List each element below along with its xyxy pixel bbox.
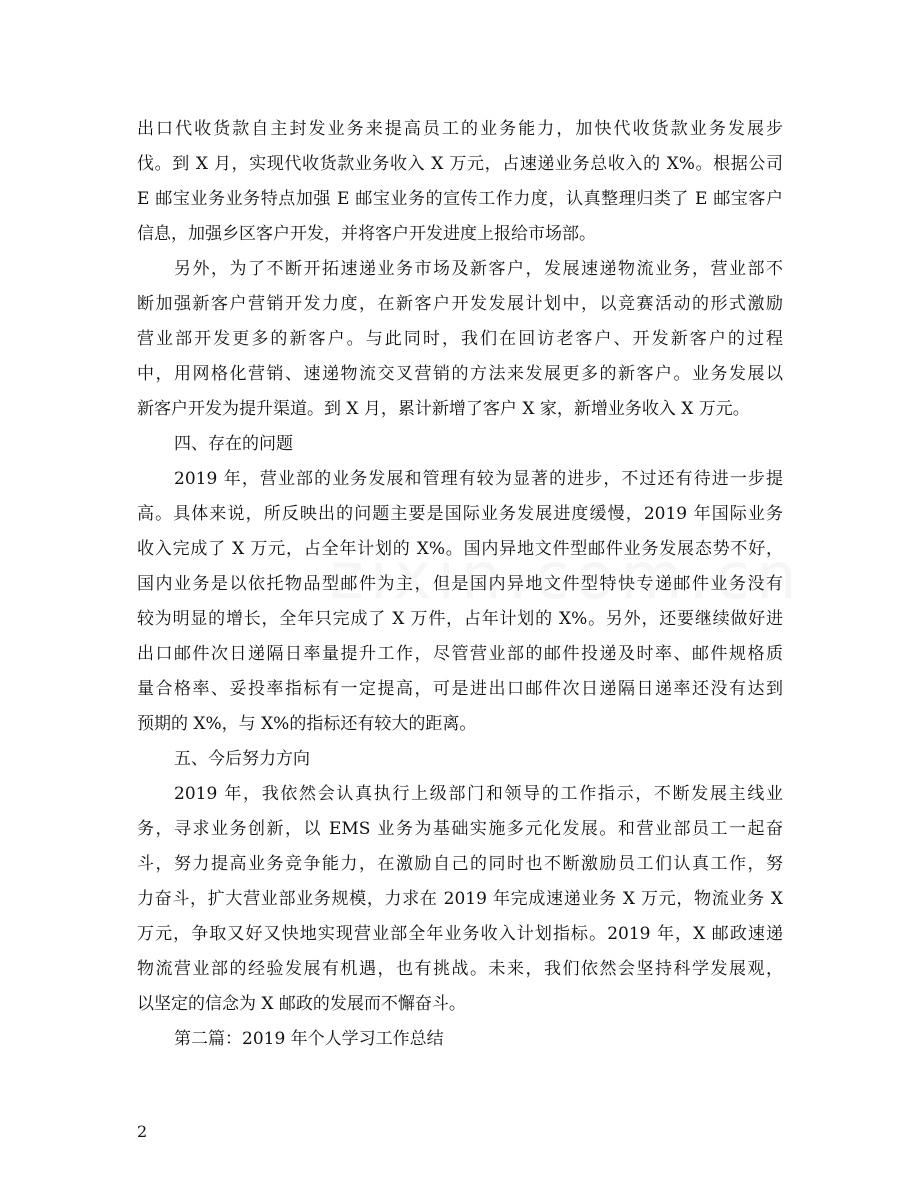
section-heading-second-article xyxy=(137,1022,783,1057)
page-number: 2 xyxy=(137,1122,148,1141)
section-heading-problems xyxy=(137,427,783,462)
paragraph-problems xyxy=(137,462,783,742)
text-line: 务，寻求业务创新，以 EMS 业务为基础实施多元化发展。和营业部员工一起奋 xyxy=(137,819,783,839)
paragraph-future xyxy=(137,777,783,1022)
text-line: 另外，为了不断开拓速递业务市场及新客户，发展速递物流业务，营业部不 xyxy=(174,259,783,279)
text-line: 信息，加强乡区客户开发，并将客户开发进度上报给市场部。 xyxy=(137,224,596,244)
text-line: 断加强新客户营销开发力度，在新客户开发发展计划中，以竞赛活动的形式激励 xyxy=(137,294,783,314)
text-line: 营业部开发更多的新客户。与此同时，我们在回访老客户、开发新客户的过程 xyxy=(137,329,783,349)
text-line: 国内业务是以依托物品型邮件为主，但是国内异地文件型特快专递邮件业务没有 xyxy=(137,574,783,594)
section-heading-future xyxy=(137,742,783,777)
text-line: 2019 年，我依然会认真执行上级部门和领导的工作指示，不断发展主线业 xyxy=(174,784,783,804)
text-line: 2019 年，营业部的业务发展和管理有较为显著的进步，不过还有待进一步提 xyxy=(174,469,783,489)
text-line: 较为明显的增长，全年只完成了 X 万件，占年计划的 X%。另外，还要继续做好进 xyxy=(137,609,783,629)
text-line: 中，用网格化营销、速递物流交叉营销的方法来发展更多的新客户。业务发展以 xyxy=(137,364,783,384)
text-line: 物流营业部的经验发展有机遇，也有挑战。未来，我们依然会坚持科学发展观， xyxy=(137,959,783,979)
text-line: 万元，争取又好又快地实现营业部全年业务收入计划指标。2019 年，X 邮政速递 xyxy=(137,924,783,944)
paragraph-collection-business xyxy=(137,112,783,252)
heading-line: 五、今后努力方向 xyxy=(174,749,310,769)
text-line: 收入完成了 X 万元，占全年计划的 X%。国内异地文件型邮件业务发展态势不好， xyxy=(137,539,783,559)
text-line: 出口邮件次日递隔日率量提升工作，尽管营业部的邮件投递及时率、邮件规格质 xyxy=(137,644,783,664)
heading-line: 四、存在的问题 xyxy=(174,434,293,454)
paragraph-new-customers xyxy=(137,252,783,427)
text-line: 量合格率、妥投率指标有一定提高，可是进出口邮件次日递隔日递率还没有达到 xyxy=(137,679,783,699)
text-line: 预期的 X%，与 X%的指标还有较大的距离。 xyxy=(137,714,477,734)
text-line: 以坚定的信念为 X 邮政的发展而不懈奋斗。 xyxy=(137,994,466,1014)
text-line: 力奋斗，扩大营业部业务规模，力求在 2019 年完成速递业务 X 万元，物流业务 X xyxy=(137,889,783,909)
heading-line: 第二篇：2019 年个人学习工作总结 xyxy=(174,1029,444,1049)
text-line: 伐。到 X 月，实现代收货款业务收入 X 万元，占速递业务总收入的 X%。根据公司 xyxy=(137,154,783,174)
document-body xyxy=(137,112,783,1057)
text-line: E 邮宝业务业务特点加强 E 邮宝业务的宣传工作力度，认真整理归类了 E 邮宝客户 xyxy=(137,189,783,209)
text-line: 高。具体来说，所反映出的问题主要是国际业务发展进度缓慢，2019 年国际业务 xyxy=(137,504,783,524)
text-line: 斗，努力提高业务竞争能力，在激励自己的同时也不断激励员工们认真工作，努 xyxy=(137,854,783,874)
text-line: 出口代收货款自主封发业务来提高员工的业务能力，加快代收货款业务发展步 xyxy=(137,119,783,139)
text-line: 新客户开发为提升渠道。到 X 月，累计新增了客户 X 家，新增业务收入 X 万元。 xyxy=(137,399,750,419)
